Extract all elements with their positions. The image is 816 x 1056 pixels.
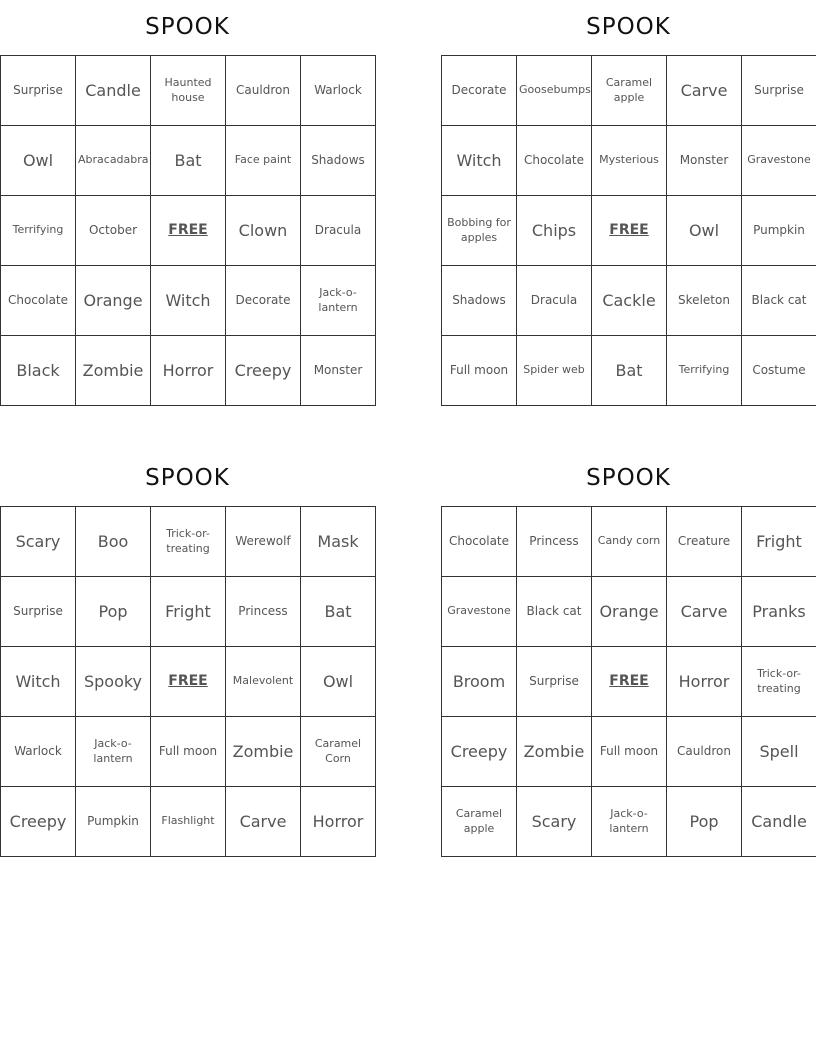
bingo-cell: Warlock (301, 56, 376, 126)
bingo-cell: Bat (301, 577, 376, 647)
bingo-cell: Bat (151, 126, 226, 196)
bingo-cell: Bat (592, 336, 667, 406)
bingo-cell: Creepy (442, 717, 517, 787)
bingo-cell: Candy corn (592, 507, 667, 577)
grid-row (1, 266, 376, 336)
bingo-cell: Chocolate (442, 507, 517, 577)
grid-row (1, 647, 376, 717)
bingo-cell: Pop (76, 577, 151, 647)
card-title: SPOOK (145, 465, 230, 491)
bingo-cell: Full moon (592, 717, 667, 787)
free-space-cell: FREE (592, 647, 667, 717)
grid-row (442, 507, 816, 577)
grid-row (1, 507, 376, 577)
bingo-cell: Cauldron (226, 56, 301, 126)
bingo-cell: Carve (667, 577, 742, 647)
bingo-cell: Creature (667, 507, 742, 577)
free-space-cell: FREE (592, 196, 667, 266)
bingo-cell: Pranks (742, 577, 816, 647)
bingo-cell: Owl (301, 647, 376, 717)
free-space-cell: FREE (151, 647, 226, 717)
bingo-cell: Spooky (76, 647, 151, 717)
bingo-grid (441, 55, 816, 406)
bingo-cell: Witch (151, 266, 226, 336)
bingo-cell: Surprise (742, 56, 816, 126)
bingo-cell: Chips (517, 196, 592, 266)
bingo-cell: October (76, 196, 151, 266)
bingo-cell: Malevolent (226, 647, 301, 717)
bingo-cell: Boo (76, 507, 151, 577)
bingo-cell: Decorate (226, 266, 301, 336)
grid-row (1, 336, 376, 406)
bingo-cell: Costume (742, 336, 816, 406)
bingo-cell: Dracula (301, 196, 376, 266)
bingo-cell: Shadows (301, 126, 376, 196)
grid-row (1, 717, 376, 787)
bingo-cell: Terrifying (1, 196, 76, 266)
card-title: SPOOK (586, 14, 671, 40)
grid-row (442, 787, 816, 857)
bingo-cell: Zombie (517, 717, 592, 787)
bingo-cell: Caramel Corn (301, 717, 376, 787)
bingo-cell: Surprise (1, 56, 76, 126)
bingo-cell: Scary (517, 787, 592, 857)
grid-row (442, 577, 816, 647)
bingo-cell: Pop (667, 787, 742, 857)
bingo-cell: Gravestone (442, 577, 517, 647)
bingo-cell: Mysterious (592, 126, 667, 196)
bingo-cell: Scary (1, 507, 76, 577)
bingo-cell: Trick-or-treating (742, 647, 816, 717)
bingo-cell: Abracadabra (76, 126, 151, 196)
bingo-cell: Spell (742, 717, 816, 787)
bingo-cell: Princess (517, 507, 592, 577)
bingo-cell: Gravestone (742, 126, 816, 196)
bingo-cell: Orange (76, 266, 151, 336)
bingo-cell: Skeleton (667, 266, 742, 336)
grid-row (1, 196, 376, 266)
bingo-cell: Pumpkin (742, 196, 816, 266)
bingo-cell: Witch (442, 126, 517, 196)
bingo-cell: Jack-o-lantern (592, 787, 667, 857)
bingo-cell: Cauldron (667, 717, 742, 787)
grid-row (442, 336, 816, 406)
bingo-cell: Orange (592, 577, 667, 647)
card-title: SPOOK (586, 465, 671, 491)
bingo-cell: Zombie (76, 336, 151, 406)
free-space-cell: FREE (151, 196, 226, 266)
bingo-cell: Monster (667, 126, 742, 196)
bingo-cell: Decorate (442, 56, 517, 126)
grid-row (442, 56, 816, 126)
bingo-cell: Bobbing for apples (442, 196, 517, 266)
bingo-cell: Horror (301, 787, 376, 857)
bingo-cell: Haunted house (151, 56, 226, 126)
bingo-cell: Broom (442, 647, 517, 717)
bingo-cell: Shadows (442, 266, 517, 336)
grid-row (442, 196, 816, 266)
bingo-grid (441, 506, 816, 857)
bingo-cell: Surprise (1, 577, 76, 647)
bingo-cell: Horror (151, 336, 226, 406)
bingo-cell: Warlock (1, 717, 76, 787)
bingo-cell: Cackle (592, 266, 667, 336)
grid-row (442, 266, 816, 336)
bingo-cell: Black (1, 336, 76, 406)
bingo-cell: Horror (667, 647, 742, 717)
bingo-cell: Goosebumps (517, 56, 592, 126)
grid-row (442, 717, 816, 787)
bingo-cell: Jack-o-lantern (76, 717, 151, 787)
grid-row (1, 126, 376, 196)
bingo-cell: Face paint (226, 126, 301, 196)
bingo-cell: Jack-o-lantern (301, 266, 376, 336)
bingo-cell: Witch (1, 647, 76, 717)
bingo-cell: Caramel apple (592, 56, 667, 126)
grid-row (442, 126, 816, 196)
bingo-cell: Terrifying (667, 336, 742, 406)
bingo-cell: Chocolate (517, 126, 592, 196)
bingo-cell: Princess (226, 577, 301, 647)
card-title: SPOOK (145, 14, 230, 40)
bingo-cell: Owl (1, 126, 76, 196)
bingo-grid (0, 55, 376, 406)
bingo-cell: Candle (76, 56, 151, 126)
bingo-cell: Black cat (742, 266, 816, 336)
bingo-cell: Spider web (517, 336, 592, 406)
bingo-cell: Carve (667, 56, 742, 126)
grid-row (1, 577, 376, 647)
bingo-cell: Werewolf (226, 507, 301, 577)
bingo-cell: Flashlight (151, 787, 226, 857)
bingo-cell: Clown (226, 196, 301, 266)
grid-row (1, 56, 376, 126)
bingo-cell: Dracula (517, 266, 592, 336)
bingo-cell: Fright (151, 577, 226, 647)
bingo-cell: Owl (667, 196, 742, 266)
bingo-cell: Fright (742, 507, 816, 577)
bingo-cell: Mask (301, 507, 376, 577)
bingo-cell: Caramel apple (442, 787, 517, 857)
bingo-cell: Pumpkin (76, 787, 151, 857)
bingo-cell: Zombie (226, 717, 301, 787)
grid-row (1, 787, 376, 857)
bingo-cell: Full moon (151, 717, 226, 787)
bingo-cell: Monster (301, 336, 376, 406)
bingo-grid (0, 506, 376, 857)
bingo-cell: Creepy (226, 336, 301, 406)
bingo-cell: Surprise (517, 647, 592, 717)
grid-row (442, 647, 816, 717)
bingo-cell: Full moon (442, 336, 517, 406)
bingo-cell: Carve (226, 787, 301, 857)
bingo-cell: Candle (742, 787, 816, 857)
bingo-cell: Creepy (1, 787, 76, 857)
bingo-cell: Black cat (517, 577, 592, 647)
bingo-cell: Chocolate (1, 266, 76, 336)
bingo-cell: Trick-or-treating (151, 507, 226, 577)
